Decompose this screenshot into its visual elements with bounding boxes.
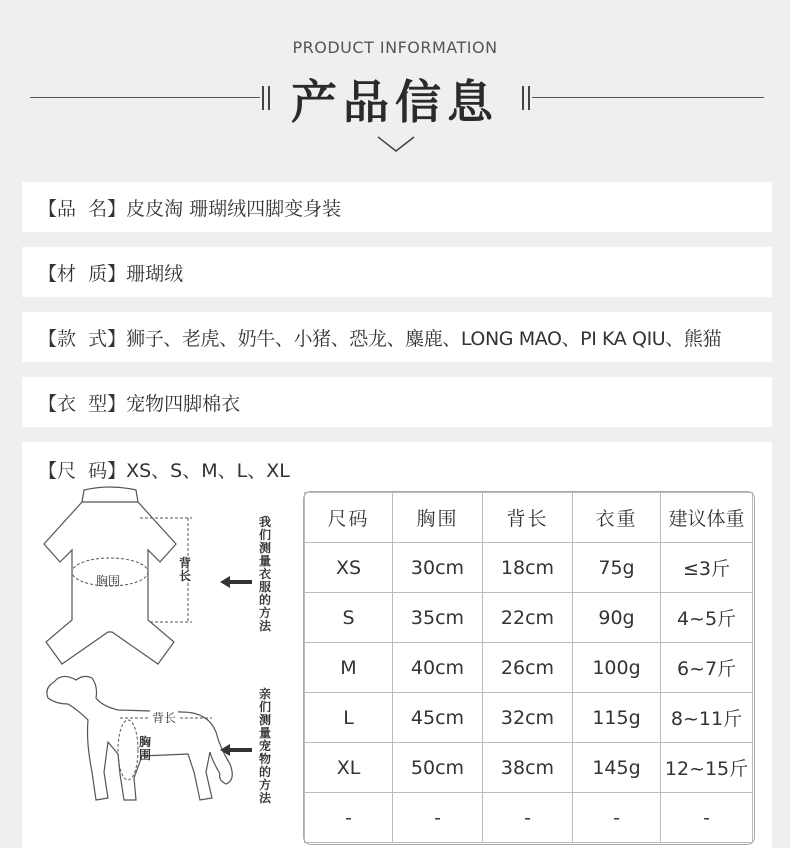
table-cell: 18cm [483, 543, 573, 593]
table-cell: 4~5斤 [661, 593, 753, 643]
dog-back-label: 背长 [152, 711, 177, 725]
table-row [305, 643, 753, 693]
info-label: 【材 质】 [38, 262, 127, 285]
dog-measure-note: 亲们测量宠物的方法 [258, 687, 271, 805]
table-header-row [305, 493, 753, 543]
table-cell: 30cm [393, 543, 483, 593]
table-cell: 45cm [393, 693, 483, 743]
table-header-cell: 衣重 [573, 493, 661, 543]
size-table [304, 492, 753, 843]
table-header-cell: 建议体重 [661, 493, 753, 543]
table-row [305, 793, 753, 843]
table-row [305, 593, 753, 643]
table-cell: 115g [573, 693, 661, 743]
info-value: 狮子、老虎、奶牛、小猪、恐龙、麋鹿、LONG MAO、PI KA QIU、熊猫 [126, 327, 722, 350]
info-row-name [22, 182, 772, 232]
info-value: 珊瑚绒 [126, 262, 184, 285]
garment-measure-note: 我们测量衣服的方法 [258, 515, 271, 633]
info-label: 【品 名】 [38, 197, 127, 220]
table-cell: 8~11斤 [661, 693, 753, 743]
garment-back-label: 背长 [178, 556, 191, 583]
table-header-cell: 胸围 [393, 493, 483, 543]
table-header-cell: 尺码 [305, 493, 393, 543]
garment-chest-label: 胸围 [96, 574, 121, 588]
header-bar [522, 86, 524, 110]
table-row [305, 743, 753, 793]
section-subtitle: PRODUCT INFORMATION [292, 38, 498, 57]
chevron-down-icon [376, 134, 416, 154]
info-row-style [22, 312, 772, 362]
table-cell: S [305, 593, 393, 643]
table-cell: - [661, 793, 753, 843]
table-cell: 22cm [483, 593, 573, 643]
section-header [0, 0, 790, 170]
section-title: 产品信息 [291, 75, 499, 129]
table-cell: 90g [573, 593, 661, 643]
table-cell: M [305, 643, 393, 693]
table-cell: ≤3斤 [661, 543, 753, 593]
info-row-type [22, 377, 772, 427]
table-cell: 6~7斤 [661, 643, 753, 693]
table-cell: XS [305, 543, 393, 593]
table-cell: 50cm [393, 743, 483, 793]
info-label: 【衣 型】 [38, 392, 127, 415]
table-cell: - [393, 793, 483, 843]
info-label: 【款 式】 [38, 327, 127, 350]
info-row-material [22, 247, 772, 297]
table-cell: XL [305, 743, 393, 793]
table-row [305, 693, 753, 743]
table-cell: - [483, 793, 573, 843]
table-cell: 26cm [483, 643, 573, 693]
table-cell: 100g [573, 643, 661, 693]
header-rule-right [532, 97, 764, 98]
table-row [305, 543, 753, 593]
table-header-cell: 背长 [483, 493, 573, 543]
size-section [22, 442, 772, 848]
table-cell: 12~15斤 [661, 743, 753, 793]
size-values: XS、S、M、L、XL [126, 460, 290, 482]
size-label: 【尺 码】 [38, 460, 127, 482]
table-cell: 38cm [483, 743, 573, 793]
table-cell: 40cm [393, 643, 483, 693]
table-cell: L [305, 693, 393, 743]
info-value: 皮皮淘 珊瑚绒四脚变身装 [126, 197, 342, 220]
table-cell: 75g [573, 543, 661, 593]
header-bar [528, 86, 530, 110]
table-cell: 35cm [393, 593, 483, 643]
table-cell: - [573, 793, 661, 843]
table-cell: - [305, 793, 393, 843]
table-cell: 145g [573, 743, 661, 793]
info-value: 宠物四脚棉衣 [126, 392, 241, 415]
dog-chest-label: 胸围 [138, 735, 151, 762]
table-cell: 32cm [483, 693, 573, 743]
